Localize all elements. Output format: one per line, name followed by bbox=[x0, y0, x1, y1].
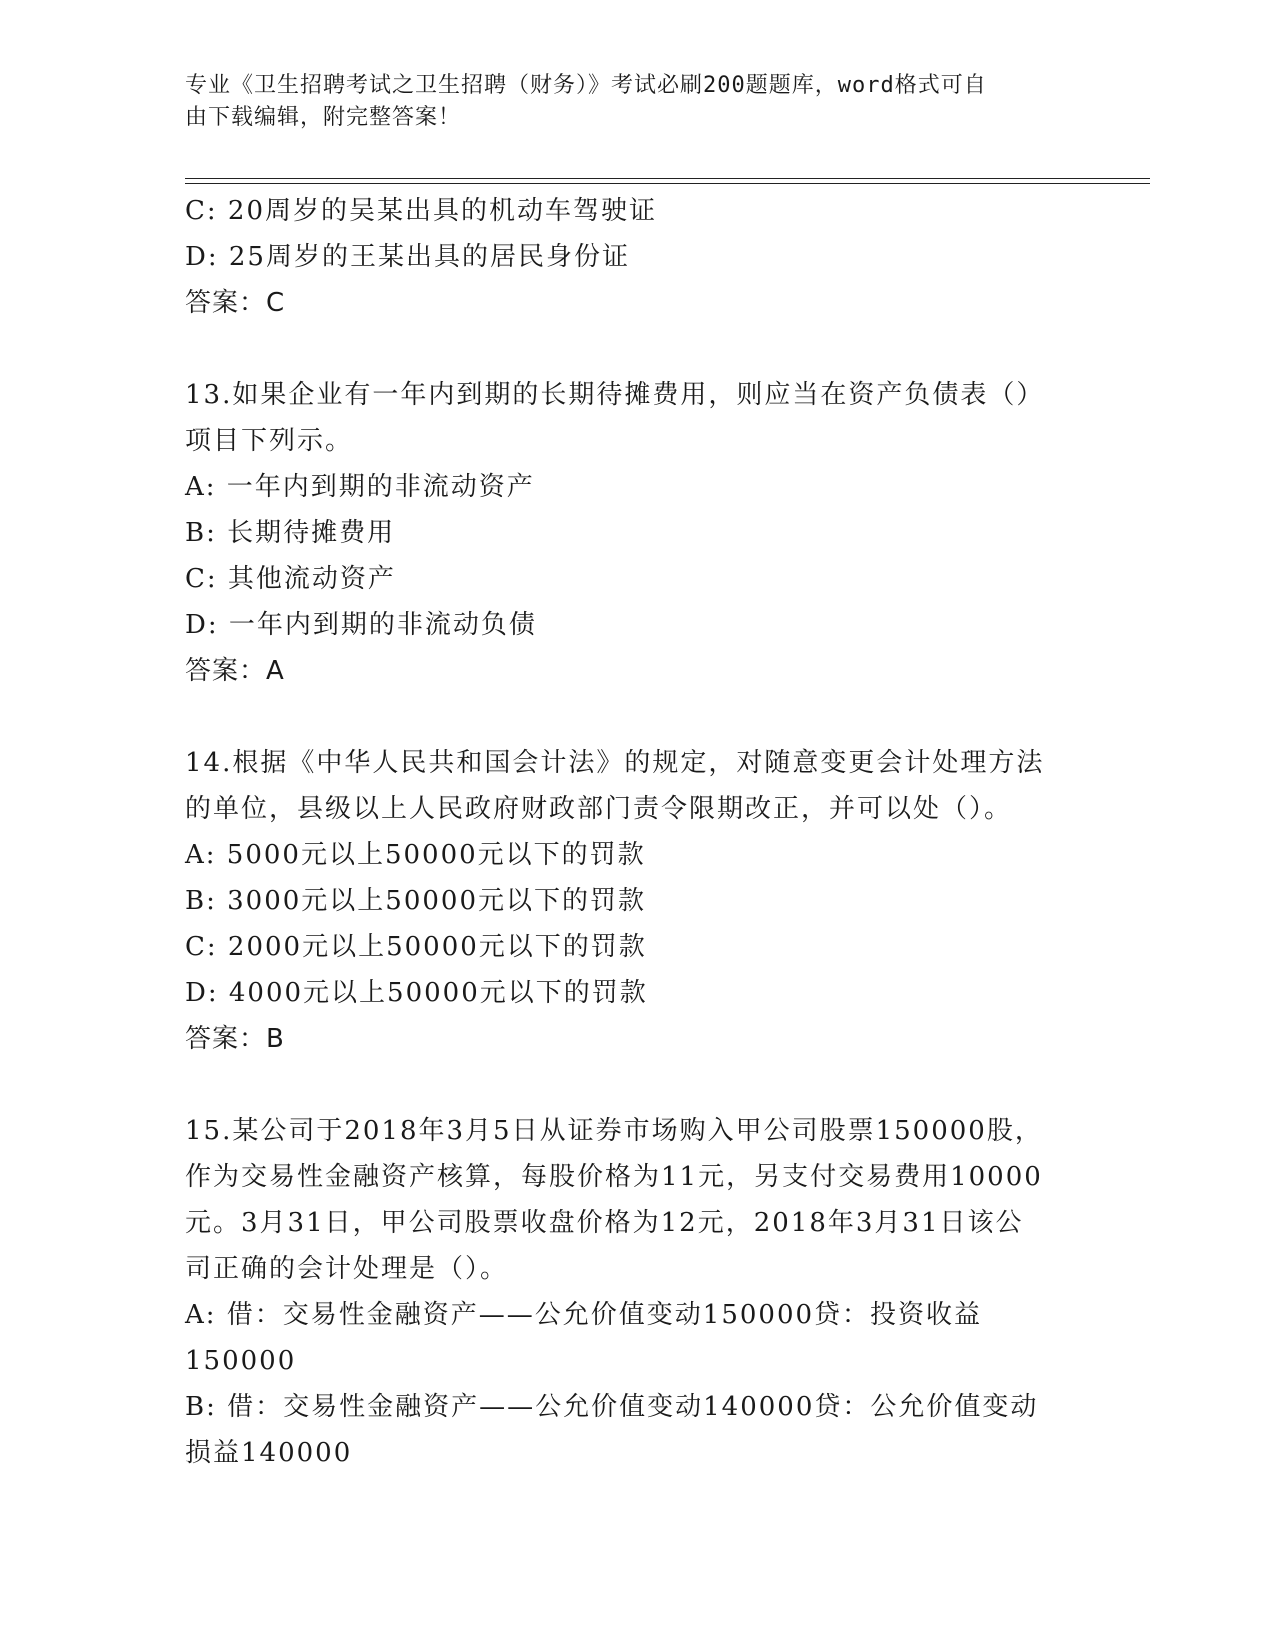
option-d: D: 4000元以上50000元以下的罚款 bbox=[185, 978, 648, 1008]
option-a: A: 5000元以上50000元以下的罚款 bbox=[185, 840, 646, 870]
option-c: C: 其他流动资产 bbox=[185, 564, 396, 594]
option-a: A: 借：交易性金融资产——公允价值变动150000贷：投资收益 bbox=[185, 1300, 983, 1330]
option-a-continued: 150000 bbox=[185, 1346, 297, 1376]
spacer bbox=[185, 326, 1085, 372]
question-stem: 项目下列示。 bbox=[185, 426, 354, 456]
document-header bbox=[185, 70, 1065, 134]
question-stem: 的单位，县级以上人民政府财政部门责令限期改正，并可以处（）。 bbox=[185, 794, 1013, 824]
option-c: C: 20周岁的吴某出具的机动车驾驶证 bbox=[185, 196, 658, 226]
answer-line: 答案：A bbox=[185, 656, 285, 686]
spacer bbox=[185, 694, 1085, 740]
question-13 bbox=[185, 372, 1085, 694]
question-stem: 13.如果企业有一年内到期的长期待摊费用，则应当在资产负债表（） bbox=[185, 380, 1045, 410]
option-b: B: 长期待摊费用 bbox=[185, 518, 396, 548]
option-b: B: 借：交易性金融资产——公允价值变动140000贷：公允价值变动 bbox=[185, 1392, 1039, 1422]
header-line-2: 由下载编辑，附完整答案！ bbox=[185, 105, 462, 130]
option-a: A: 一年内到期的非流动资产 bbox=[185, 472, 535, 502]
question-stem: 作为交易性金融资产核算，每股价格为11元，另支付交易费用10000 bbox=[185, 1162, 1043, 1192]
answer-line: 答案：C bbox=[185, 288, 286, 318]
header-line-1: 专业《卫生招聘考试之卫生招聘（财务）》考试必刷200题题库，word格式可自 bbox=[185, 73, 987, 98]
question-12-tail bbox=[185, 188, 1085, 326]
spacer bbox=[185, 1062, 1085, 1108]
option-c: C: 2000元以上50000元以下的罚款 bbox=[185, 932, 647, 962]
header-rule-top bbox=[185, 178, 1150, 179]
document-body bbox=[185, 188, 1085, 1476]
question-stem: 15.某公司于2018年3月5日从证券市场购入甲公司股票150000股， bbox=[185, 1116, 1043, 1146]
question-stem: 元。3月31日，甲公司股票收盘价格为12元，2018年3月31日该公 bbox=[185, 1208, 1024, 1238]
option-b: B: 3000元以上50000元以下的罚款 bbox=[185, 886, 647, 916]
answer-line: 答案：B bbox=[185, 1024, 285, 1054]
question-15 bbox=[185, 1108, 1085, 1476]
question-14 bbox=[185, 740, 1085, 1062]
header-rule-bottom bbox=[185, 183, 1150, 184]
question-stem: 司正确的会计处理是（）。 bbox=[185, 1254, 509, 1284]
option-d: D: 25周岁的王某出具的居民身份证 bbox=[185, 242, 630, 272]
option-d: D: 一年内到期的非流动负债 bbox=[185, 610, 537, 640]
question-stem: 14.根据《中华人民共和国会计法》的规定，对随意变更会计处理方法 bbox=[185, 748, 1045, 778]
option-b-continued: 损益140000 bbox=[185, 1438, 353, 1468]
